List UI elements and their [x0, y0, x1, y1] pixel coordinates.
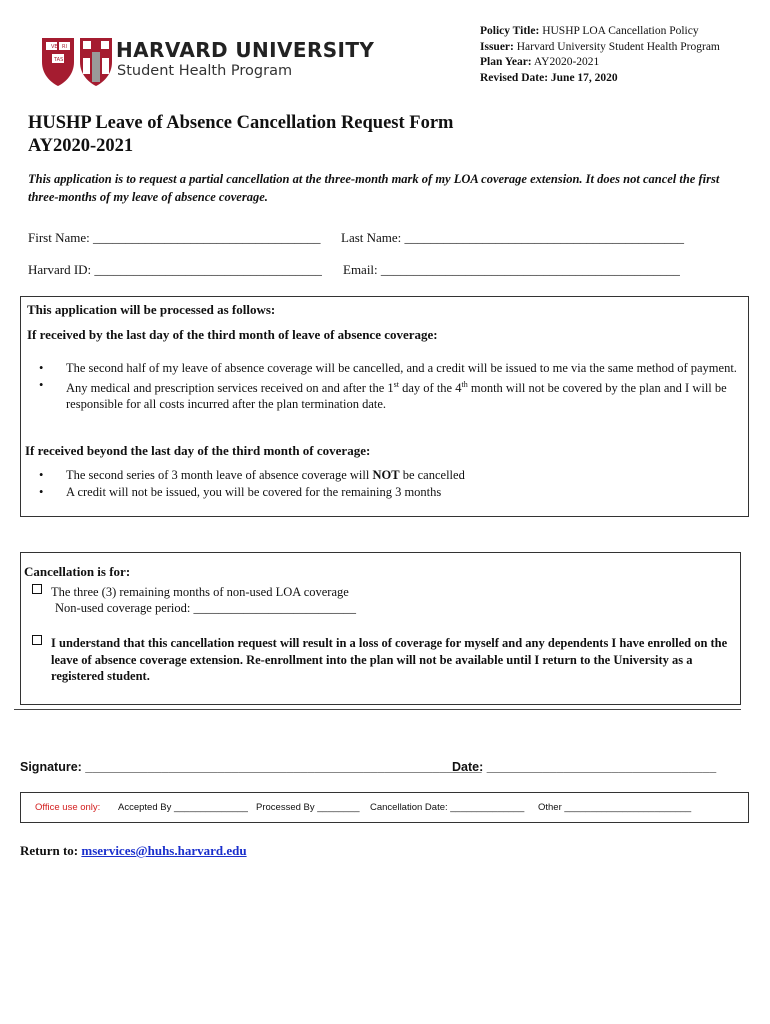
email-field[interactable]: Email: ______________________________________________ [343, 262, 680, 277]
signature-field[interactable]: Signature: _________________________________________________________ [20, 760, 482, 774]
list-item: • A credit will not be issued, you will be covered for the remaining 3 months [39, 484, 442, 499]
form-title-line2: AY2020-2021 [28, 136, 134, 156]
return-email-link[interactable]: mservices@huhs.harvard.edu [81, 843, 247, 858]
option2-checkbox[interactable] [32, 635, 42, 645]
cancellation-date-field[interactable]: Cancellation Date: ______________ [370, 802, 525, 813]
form-title [28, 112, 453, 158]
accepted-by-field[interactable]: Accepted By ______________ [118, 802, 248, 813]
policy-title-value: HUSHP LOA Cancellation Policy [542, 25, 699, 37]
office-use-box [20, 792, 749, 823]
list-item: • Any medical and prescription services received on and after the 1st day of the 4th month will not be covered by the plan and I will be responsible for all costs incurred after the plan termination date. [39, 377, 727, 412]
processing-sub1-list [25, 360, 743, 413]
option2-text: I understand that this cancellation request will result in a loss of coverage for myself and any dependents I have enrolled on the leave of absence coverage extension. Re-enrollment into the plan will not be available until I return to the University as a registered student. [51, 636, 728, 683]
plan-year-label: Plan Year: [480, 56, 532, 68]
return-to [20, 843, 247, 859]
processed-by-field[interactable]: Processed By ________ [256, 802, 360, 813]
coverage-period-field[interactable]: Non-used coverage period: __________________________ [55, 601, 356, 615]
first-name-field[interactable]: First Name: ___________________________________ [28, 230, 321, 245]
policy-title-label: Policy Title: [480, 25, 540, 37]
processing-sub1: If received by the last day of the third month of leave of absence coverage: [27, 327, 438, 342]
form-intro: This application is to request a partial cancellation at the three-month mark of my LOA coverage extension. It does not cancel the first three-months of my leave of absence coverage. [28, 172, 720, 204]
logo-program-name: Student Health Program [117, 63, 293, 79]
svg-text:RI: RI [62, 44, 67, 50]
list-item: • The second series of 3 month leave of absence coverage will NOT be cancelled [39, 468, 465, 482]
logo-university-name: HARVARD UNIVERSITY [116, 38, 375, 62]
cancellation-heading: Cancellation is for: [24, 564, 131, 579]
processing-box [20, 296, 749, 517]
office-use-label: Office use only: [35, 802, 101, 813]
revised-date: Revised Date: June 17, 2020 [480, 71, 618, 84]
svg-text:TAS: TAS [54, 57, 64, 63]
harvard-crest-icon [40, 36, 116, 88]
processing-heading: This application will be processed as follows: [27, 302, 276, 317]
divider [14, 709, 741, 710]
last-name-field[interactable]: Last Name: ___________________________________________ [341, 230, 685, 245]
list-item: • The second half of my leave of absence coverage will be cancelled, and a credit will be issued to me via the same method of payment. [39, 361, 737, 375]
form-title-line1: HUSHP Leave of Absence Cancellation Request Form [28, 113, 454, 133]
issuer-label: Issuer: [480, 40, 514, 53]
date-field[interactable]: Date: _________________________________ [452, 760, 717, 774]
plan-year-value: AY2020-2021 [533, 56, 600, 68]
svg-text:VE: VE [51, 44, 58, 50]
other-field[interactable]: Other ________________________ [538, 802, 692, 813]
option1-text: The three (3) remaining months of non-used LOA coverage Non-used coverage period: __________________________ [51, 585, 356, 615]
issuer-value: Harvard University Student Health Program [516, 40, 720, 53]
option1-checkbox[interactable] [32, 584, 42, 594]
return-label: Return to: [20, 843, 79, 858]
policy-info [480, 24, 720, 86]
processing-sub2-list [25, 467, 743, 500]
processing-sub2: If received beyond the last day of the third month of coverage: [25, 443, 371, 458]
harvard-id-field[interactable]: Harvard ID: ___________________________________ [28, 262, 322, 277]
cancellation-box [20, 552, 741, 705]
